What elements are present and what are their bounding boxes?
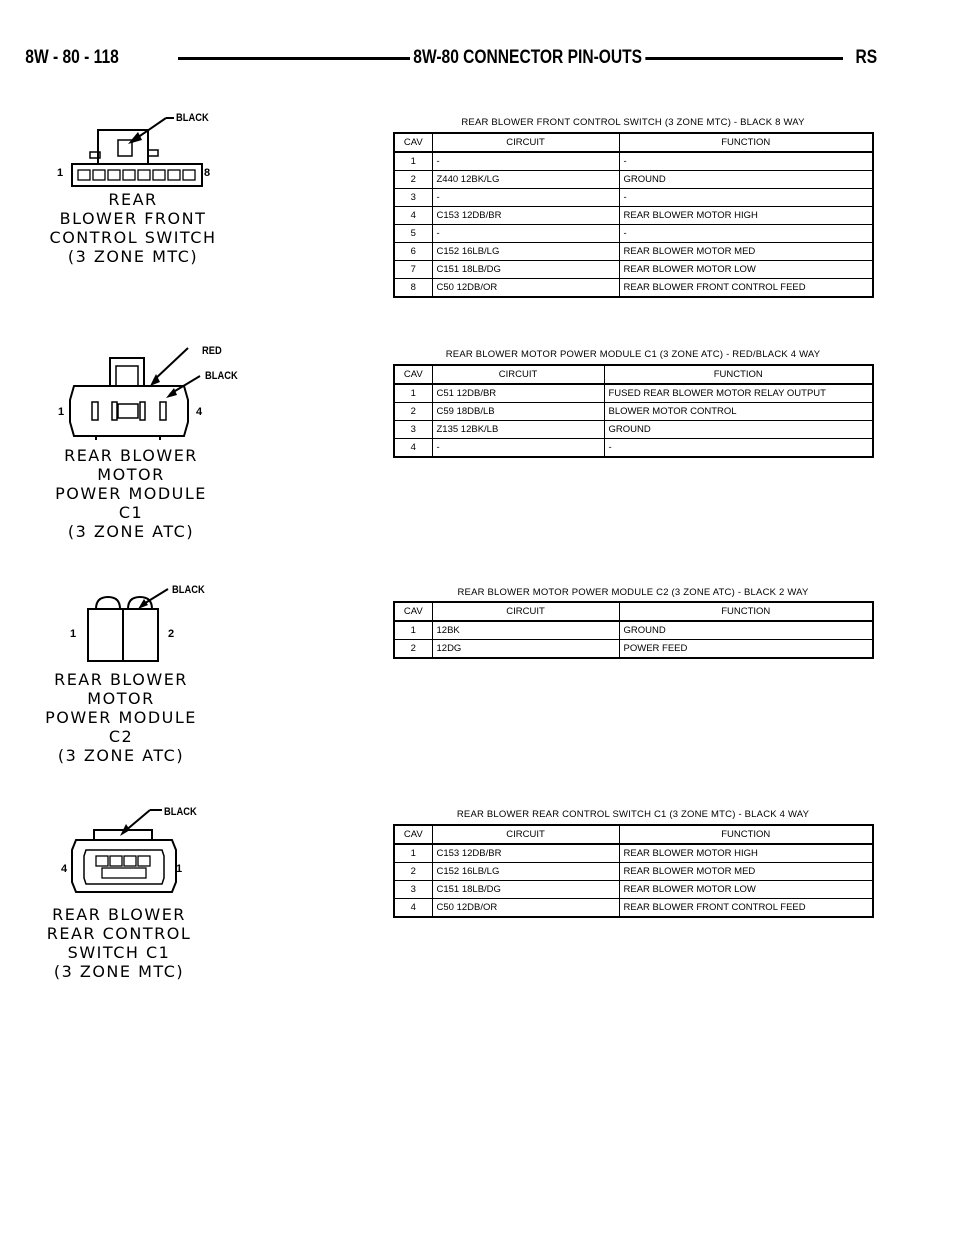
column-header-circuit: CIRCUIT [432, 602, 619, 621]
table-row [394, 439, 873, 458]
table-row [394, 171, 873, 189]
table-header-row [394, 133, 873, 152]
connector-label: REAR BLOWER REAR CONTROL SWITCH C1 (3 ZONE MTC) [46, 905, 192, 981]
table-row [394, 640, 873, 659]
connector-diagram-power-module-c1 [60, 340, 210, 440]
cav-cell: 4 [394, 439, 432, 458]
function-cell: - [619, 225, 873, 243]
circuit-cell: - [432, 439, 604, 458]
cav-cell: 1 [394, 384, 432, 403]
column-header-cav: CAV [394, 825, 432, 844]
column-header-function: FUNCTION [619, 133, 873, 152]
cav-cell: 8 [394, 279, 432, 298]
header-rule-left [178, 57, 418, 60]
function-cell: GROUND [619, 171, 873, 189]
pin-number-first: 4 [61, 863, 68, 875]
function-cell: BLOWER MOTOR CONTROL [604, 403, 873, 421]
function-cell: REAR BLOWER FRONT CONTROL FEED [619, 899, 873, 918]
pinout-table [393, 132, 874, 298]
pin-number-last: 2 [168, 628, 175, 640]
cav-cell: 2 [394, 863, 432, 881]
function-cell: - [619, 189, 873, 207]
table-row [394, 279, 873, 298]
table-row [394, 899, 873, 918]
model-code: RS [852, 44, 880, 72]
circuit-cell: 12DG [432, 640, 619, 659]
cav-cell: 6 [394, 243, 432, 261]
table-header-row [394, 365, 873, 384]
circuit-cell: Z440 12BK/LG [432, 171, 619, 189]
table-row [394, 403, 873, 421]
table-row [394, 863, 873, 881]
pin-number-last: 4 [196, 406, 203, 418]
pin-number-last: 8 [204, 167, 211, 179]
table-row [394, 261, 873, 279]
pin-number-last: 1 [176, 863, 183, 875]
cav-cell: 2 [394, 171, 432, 189]
function-cell: REAR BLOWER MOTOR MED [619, 243, 873, 261]
page-title: 8W-80 CONNECTOR PIN-OUTS [410, 44, 645, 72]
column-header-circuit: CIRCUIT [432, 825, 619, 844]
function-cell: REAR BLOWER MOTOR LOW [619, 881, 873, 899]
circuit-cell: - [432, 189, 619, 207]
function-cell: REAR BLOWER MOTOR LOW [619, 261, 873, 279]
table-row [394, 621, 873, 640]
circuit-cell: C152 16LB/LG [432, 863, 619, 881]
circuit-cell: 12BK [432, 621, 619, 640]
column-header-circuit: CIRCUIT [432, 133, 619, 152]
header-rule-right [628, 57, 843, 60]
wire-color-tag: BLACK [164, 806, 197, 818]
function-cell: REAR BLOWER MOTOR HIGH [619, 844, 873, 863]
function-cell: REAR BLOWER FRONT CONTROL FEED [619, 279, 873, 298]
circuit-cell: Z135 12BK/LB [432, 421, 604, 439]
wire-color-tag: RED [202, 345, 222, 357]
circuit-cell: C50 12DB/OR [432, 899, 619, 918]
function-cell: - [619, 152, 873, 171]
cav-cell: 3 [394, 881, 432, 899]
table-row [394, 225, 873, 243]
pinout-table [393, 601, 874, 659]
table-row [394, 421, 873, 439]
circuit-cell: C151 18LB/DG [432, 261, 619, 279]
column-header-circuit: CIRCUIT [432, 365, 604, 384]
table-header-row [394, 602, 873, 621]
column-header-function: FUNCTION [619, 602, 873, 621]
cav-cell: 3 [394, 189, 432, 207]
function-cell: GROUND [619, 621, 873, 640]
connector-label: REAR BLOWER MOTOR POWER MODULE C1 (3 ZONE ATC) [55, 446, 207, 541]
pinout-table [393, 824, 874, 918]
cav-cell: 3 [394, 421, 432, 439]
connector-diagram-rear-control-switch [64, 806, 194, 896]
column-header-function: FUNCTION [604, 365, 873, 384]
pinout-table [393, 364, 874, 458]
column-header-cav: CAV [394, 133, 432, 152]
circuit-cell: - [432, 152, 619, 171]
circuit-cell: C153 12DB/BR [432, 844, 619, 863]
column-header-function: FUNCTION [619, 825, 873, 844]
connector-diagram-front-control-switch [56, 112, 226, 192]
function-cell: REAR BLOWER MOTOR HIGH [619, 207, 873, 225]
function-cell: POWER FEED [619, 640, 873, 659]
table-row [394, 152, 873, 171]
table-row [394, 384, 873, 403]
cav-cell: 4 [394, 207, 432, 225]
table-row [394, 243, 873, 261]
cav-cell: 5 [394, 225, 432, 243]
cav-cell: 7 [394, 261, 432, 279]
cav-cell: 2 [394, 640, 432, 659]
function-cell: REAR BLOWER MOTOR MED [619, 863, 873, 881]
table-row [394, 881, 873, 899]
column-header-cav: CAV [394, 365, 432, 384]
circuit-cell: C151 18LB/DG [432, 881, 619, 899]
cav-cell: 1 [394, 152, 432, 171]
circuit-cell: C153 12DB/BR [432, 207, 619, 225]
function-cell: GROUND [604, 421, 873, 439]
page-header [25, 44, 877, 72]
function-cell: - [604, 439, 873, 458]
table-header-row [394, 825, 873, 844]
page-reference: 8W - 80 - 118 [22, 44, 122, 72]
table-row [394, 207, 873, 225]
table-row [394, 844, 873, 863]
circuit-cell: - [432, 225, 619, 243]
pin-number-first: 1 [57, 167, 64, 179]
cav-cell: 1 [394, 844, 432, 863]
connector-table-title: REAR BLOWER MOTOR POWER MODULE C1 (3 ZONE ATC) - RED/BLACK 4 WAY [445, 349, 821, 360]
wire-color-tag: BLACK [172, 584, 205, 596]
connector-table-title: REAR BLOWER FRONT CONTROL SWITCH (3 ZONE MTC) - BLACK 8 WAY [461, 117, 805, 128]
cav-cell: 2 [394, 403, 432, 421]
pin-number-first: 1 [70, 628, 77, 640]
connector-table-title: REAR BLOWER REAR CONTROL SWITCH C1 (3 ZONE MTC) - BLACK 4 WAY [456, 809, 810, 820]
wire-color-tag: BLACK [176, 112, 209, 124]
cav-cell: 1 [394, 621, 432, 640]
connector-label: REAR BLOWER MOTOR POWER MODULE C2 (3 ZONE ATC) [45, 670, 197, 765]
circuit-cell: C59 18DB/LB [432, 403, 604, 421]
connector-table-title: REAR BLOWER MOTOR POWER MODULE C2 (3 ZONE ATC) - BLACK 2 WAY [457, 587, 809, 598]
table-row [394, 189, 873, 207]
pin-number-first: 1 [58, 406, 65, 418]
connector-label: REAR BLOWER FRONT CONTROL SWITCH (3 ZONE MTC) [49, 190, 217, 266]
circuit-cell: C51 12DB/BR [432, 384, 604, 403]
cav-cell: 4 [394, 899, 432, 918]
circuit-cell: C152 16LB/LG [432, 243, 619, 261]
wire-color-tag-secondary: BLACK [205, 370, 238, 382]
function-cell: FUSED REAR BLOWER MOTOR RELAY OUTPUT [604, 384, 873, 403]
circuit-cell: C50 12DB/OR [432, 279, 619, 298]
column-header-cav: CAV [394, 602, 432, 621]
